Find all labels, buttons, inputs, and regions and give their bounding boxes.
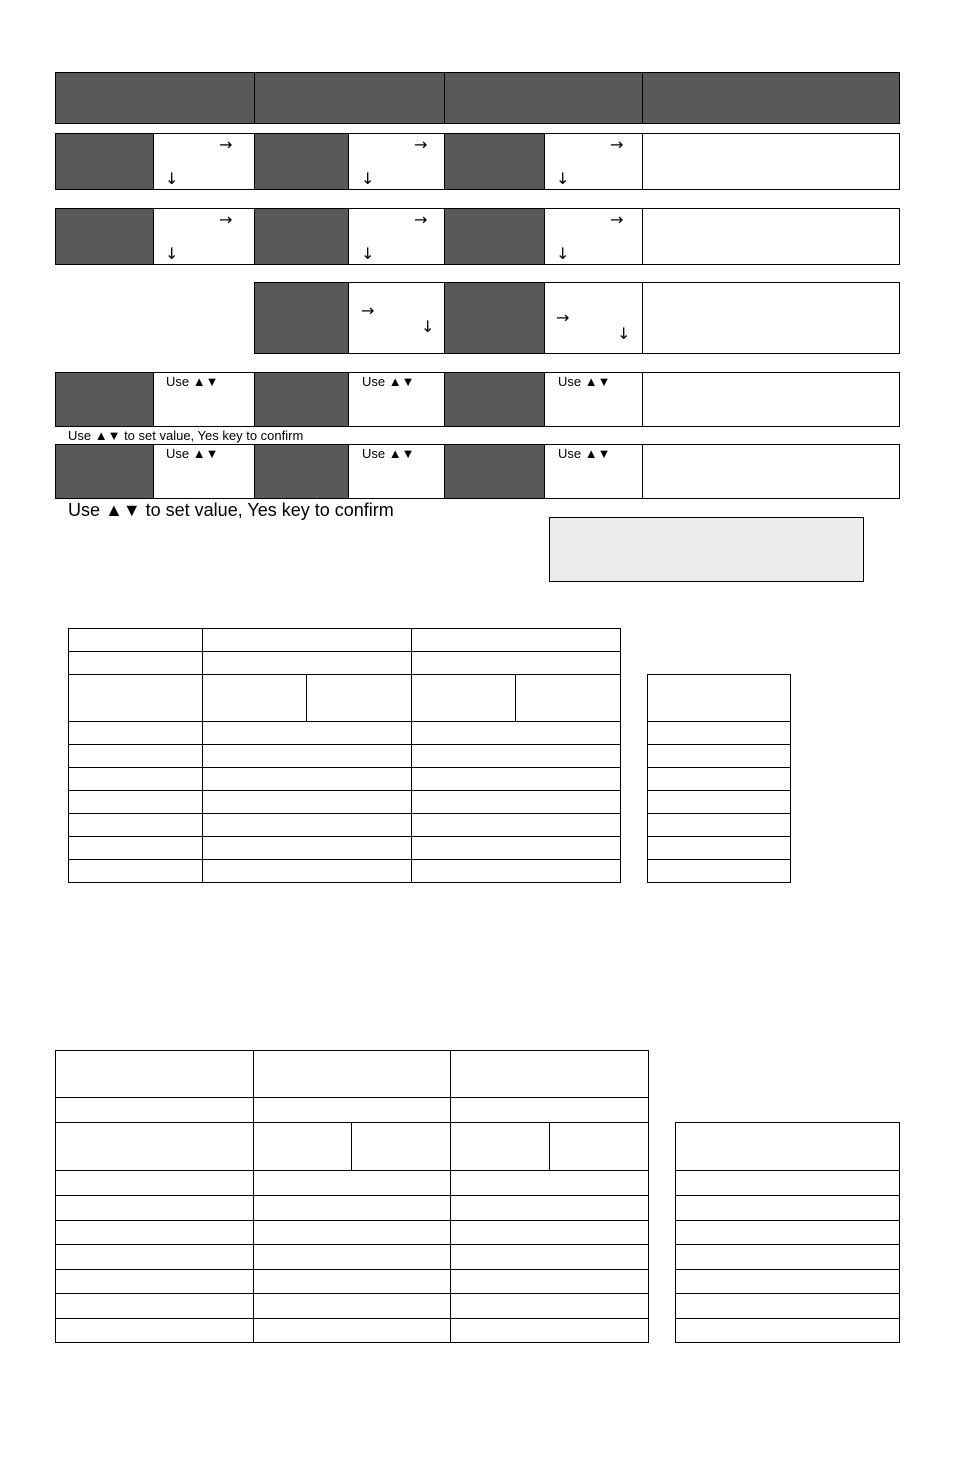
cell-divider	[444, 208, 445, 265]
table-cell	[648, 860, 791, 883]
use-updown-hint: Use ▲▼	[362, 446, 415, 461]
table-cell	[411, 814, 620, 837]
menu-cell-dark	[255, 283, 348, 353]
table-cell	[451, 1221, 649, 1245]
table-cell	[676, 1294, 900, 1319]
down-arrow-icon: ↓	[361, 244, 375, 263]
cell-divider	[444, 133, 445, 190]
table-2	[55, 1050, 649, 1343]
table-cell	[451, 1123, 550, 1171]
cell-divider	[153, 444, 154, 499]
cell-divider	[642, 133, 643, 190]
menu-cell-dark	[445, 283, 544, 353]
table-cell	[676, 1196, 900, 1221]
table-cell	[69, 860, 203, 883]
down-arrow-icon: ↓	[361, 169, 375, 188]
table-cell	[411, 837, 620, 860]
table-cell	[69, 791, 203, 814]
cell-divider	[153, 133, 154, 190]
cell-divider	[544, 282, 545, 354]
menu-cell-dark	[255, 445, 348, 498]
right-arrow-icon: →	[219, 135, 233, 154]
table-cell	[56, 1098, 254, 1123]
table-cell	[451, 1270, 649, 1294]
table-cell	[451, 1319, 649, 1343]
table-cell	[202, 860, 411, 883]
cell-divider	[444, 282, 445, 354]
header-divider	[642, 72, 643, 124]
cell-divider	[642, 208, 643, 265]
table-cell	[451, 1294, 649, 1319]
cell-divider	[642, 372, 643, 427]
table-cell	[253, 1245, 451, 1270]
table-cell	[56, 1171, 254, 1196]
table-cell	[648, 745, 791, 768]
cell-divider	[254, 444, 255, 499]
table-cell	[69, 652, 203, 675]
table-cell	[56, 1245, 254, 1270]
table-cell	[253, 1294, 451, 1319]
table-cell	[56, 1270, 254, 1294]
menu-cell-dark	[255, 134, 348, 189]
table-2-side	[675, 1122, 900, 1343]
cell-divider	[348, 282, 349, 354]
table-cell	[451, 1171, 649, 1196]
table-cell	[676, 1319, 900, 1343]
right-arrow-icon: →	[610, 135, 624, 154]
table-cell	[253, 1123, 352, 1171]
table-cell	[56, 1319, 254, 1343]
cell-divider	[642, 282, 643, 354]
cell-divider	[254, 208, 255, 265]
use-updown-hint: Use ▲▼	[558, 446, 611, 461]
down-arrow-icon: ↓	[165, 169, 179, 188]
down-arrow-icon: ↓	[421, 317, 435, 336]
table-cell	[648, 837, 791, 860]
table-cell	[253, 1319, 451, 1343]
cell-divider	[153, 372, 154, 427]
table-cell	[253, 1270, 451, 1294]
table-1-side	[647, 674, 791, 883]
table-cell	[550, 1123, 649, 1171]
table-cell	[253, 1221, 451, 1245]
table-cell	[352, 1123, 451, 1171]
right-arrow-icon: →	[610, 210, 624, 229]
set-value-note: Use ▲▼ to set value, Yes key to confirm	[68, 428, 304, 443]
table-cell	[411, 791, 620, 814]
table-cell	[253, 1098, 451, 1123]
table-cell	[411, 629, 620, 652]
down-arrow-icon: ↓	[165, 244, 179, 263]
table-cell	[202, 629, 411, 652]
table-cell	[411, 675, 516, 722]
right-arrow-icon: →	[556, 308, 570, 327]
table-cell	[202, 768, 411, 791]
cell-divider	[348, 372, 349, 427]
use-updown-hint: Use ▲▼	[558, 374, 611, 389]
right-arrow-icon: →	[361, 301, 375, 320]
table-cell	[451, 1098, 649, 1123]
table-cell	[202, 652, 411, 675]
table-cell	[202, 814, 411, 837]
table-cell	[411, 745, 620, 768]
cell-divider	[444, 372, 445, 427]
table-cell	[202, 675, 307, 722]
table-cell	[56, 1196, 254, 1221]
menu-cell-dark	[56, 134, 153, 189]
table-cell	[56, 1051, 254, 1098]
down-arrow-icon: ↓	[556, 244, 570, 263]
table-cell	[676, 1245, 900, 1270]
menu-cell-dark	[445, 209, 544, 264]
note-box	[549, 517, 864, 582]
table-cell	[676, 1221, 900, 1245]
table-cell	[451, 1196, 649, 1221]
table-cell	[648, 768, 791, 791]
cell-divider	[544, 444, 545, 499]
down-arrow-icon: ↓	[556, 169, 570, 188]
table-cell	[202, 745, 411, 768]
use-updown-hint: Use ▲▼	[166, 446, 219, 461]
use-updown-hint: Use ▲▼	[166, 374, 219, 389]
table-cell	[56, 1294, 254, 1319]
table-cell	[69, 837, 203, 860]
menu-row-3	[254, 282, 900, 354]
menu-cell-dark	[56, 209, 153, 264]
cell-divider	[348, 133, 349, 190]
table-cell	[307, 675, 412, 722]
menu-cell-dark	[56, 445, 153, 498]
table-cell	[676, 1171, 900, 1196]
table-cell	[411, 652, 620, 675]
table-cell	[411, 860, 620, 883]
header-divider	[444, 72, 445, 124]
table-cell	[676, 1123, 900, 1171]
menu-cell-dark	[255, 209, 348, 264]
table-cell	[253, 1196, 451, 1221]
table-cell	[648, 722, 791, 745]
table-cell	[451, 1051, 649, 1098]
cell-divider	[544, 208, 545, 265]
table-cell	[56, 1123, 254, 1171]
cell-divider	[544, 372, 545, 427]
cell-divider	[348, 208, 349, 265]
right-arrow-icon: →	[219, 210, 233, 229]
table-cell	[648, 675, 791, 722]
header-divider	[254, 72, 255, 124]
table-cell	[253, 1051, 451, 1098]
table-cell	[69, 722, 203, 745]
table-cell	[202, 722, 411, 745]
table-cell	[411, 768, 620, 791]
menu-cell-dark	[445, 445, 544, 498]
table-cell	[56, 1221, 254, 1245]
table-cell	[411, 722, 620, 745]
right-arrow-icon: →	[414, 210, 428, 229]
table-cell	[451, 1245, 649, 1270]
cell-divider	[254, 372, 255, 427]
menu-cell-dark	[255, 373, 348, 426]
table-cell	[69, 814, 203, 837]
cell-divider	[544, 133, 545, 190]
table-cell	[676, 1270, 900, 1294]
table-cell	[69, 629, 203, 652]
table-cell	[69, 745, 203, 768]
table-cell	[516, 675, 621, 722]
cell-divider	[254, 133, 255, 190]
table-cell	[202, 791, 411, 814]
menu-cell-dark	[445, 373, 544, 426]
table-cell	[69, 768, 203, 791]
cell-divider	[153, 208, 154, 265]
use-updown-hint: Use ▲▼	[362, 374, 415, 389]
table-cell	[648, 791, 791, 814]
cell-divider	[642, 444, 643, 499]
right-arrow-icon: →	[414, 135, 428, 154]
table-cell	[648, 814, 791, 837]
header-bar	[55, 72, 900, 124]
menu-cell-dark	[56, 373, 153, 426]
cell-divider	[348, 444, 349, 499]
table-cell	[202, 837, 411, 860]
table-cell	[69, 675, 203, 722]
set-value-note: Use ▲▼ to set value, Yes key to confirm	[68, 500, 394, 520]
table-1	[68, 628, 621, 883]
table-cell	[253, 1171, 451, 1196]
menu-cell-dark	[445, 134, 544, 189]
cell-divider	[444, 444, 445, 499]
down-arrow-icon: ↓	[617, 324, 631, 343]
